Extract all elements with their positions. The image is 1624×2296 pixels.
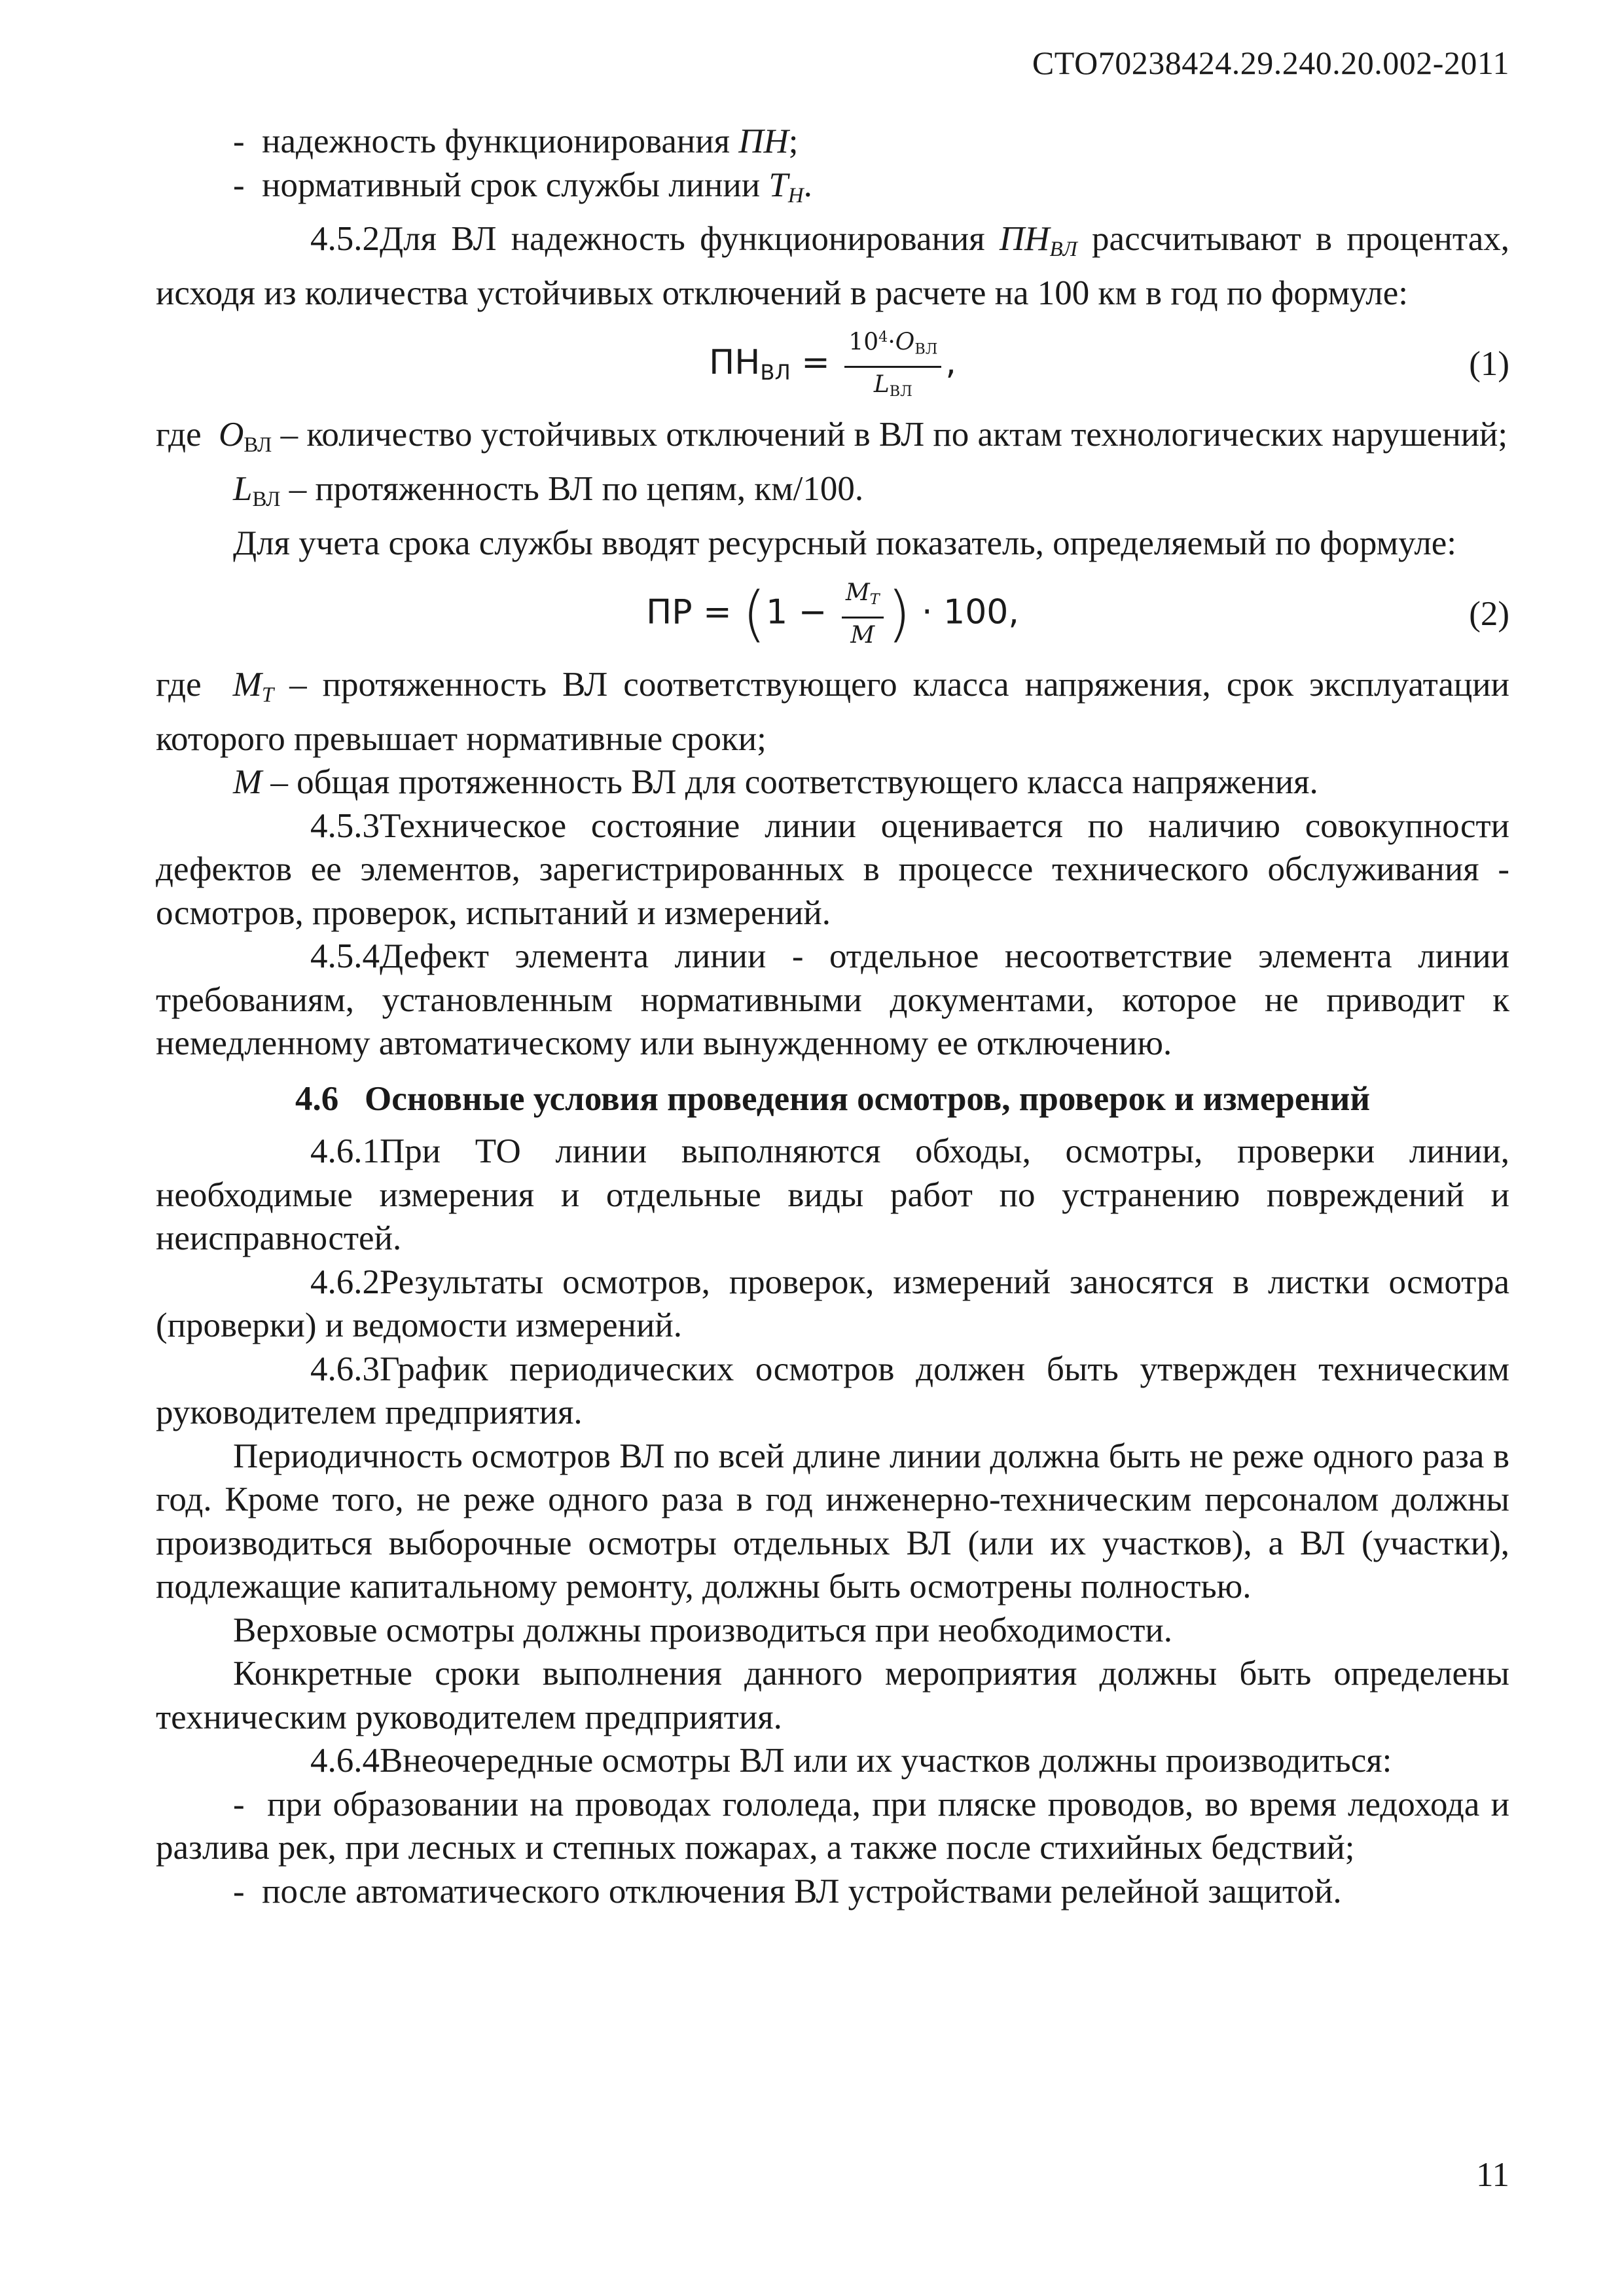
definition-l-vl — [156, 467, 1509, 522]
clause-number: 4.6.2 — [310, 1263, 380, 1301]
paragraph-text: При ТО линии выполняются обходы, осмотры, проверки линии, необходимые измерения и отдельные виды работ по устранению повреждений и неисправностей. — [156, 1132, 1509, 1258]
bullet-dash: - — [233, 166, 245, 204]
num-symbol: O — [895, 328, 915, 355]
clause-number: 4.5.4 — [310, 937, 380, 976]
bullet-dash: - — [233, 1785, 245, 1823]
bullet-text: при образовании на проводах гололеда, при пляске проводов, во время ледохода и разлива рек, при лесных и степных пожарах, а также после стихийных бедствий; — [156, 1785, 1509, 1867]
section-number: 4.6 — [295, 1079, 339, 1118]
bullet-reliability — [156, 120, 1509, 164]
formula-minus: − — [798, 592, 827, 632]
num-symbol: M — [845, 579, 870, 606]
right-paren: ) — [887, 579, 911, 649]
clause-number: 4.5.2 — [310, 220, 380, 259]
def-symbol: O — [219, 416, 244, 454]
equation-number-2: (2) — [1469, 595, 1509, 633]
clause-number: 4.5.3 — [310, 806, 380, 845]
formula-equals: = — [703, 592, 732, 632]
num-exponent: 4 — [878, 328, 888, 346]
paragraph-4-5-3 — [156, 804, 1509, 935]
fraction-denominator — [870, 368, 916, 406]
fraction-numerator — [844, 323, 941, 368]
symbol-t: T — [768, 166, 788, 204]
def-symbol: M — [232, 666, 262, 704]
paragraph-text: Внеочередные осмотры ВЛ или их участков должны производиться: — [380, 1742, 1392, 1780]
left-paren: ( — [742, 579, 767, 649]
def-symbol: M — [233, 763, 262, 802]
def-text: – протяженность ВЛ по цепям, км/100. — [280, 470, 864, 509]
paragraph-specific-terms: Конкретные сроки выполнения данного мероприятия должны быть определены техническим руководителем предприятия. — [156, 1655, 1509, 1736]
clause-number: 4.6.1 — [310, 1132, 380, 1171]
paragraph-text: Результаты осмотров, проверок, измерений заносятся в листки осмотра (проверки) и ведомости измерений. — [156, 1263, 1509, 1345]
equation-number-1: (1) — [1469, 345, 1509, 384]
def-prefix: где — [156, 666, 217, 704]
def-symbol-sub: ВЛ — [244, 433, 272, 457]
definition-m — [156, 761, 1509, 804]
formula-equals: = — [801, 342, 830, 382]
formula-1 — [156, 315, 1509, 413]
def-text: – общая протяженность ВЛ для соответствующего класса напряжения. — [262, 763, 1318, 802]
formula-tail: , — [945, 342, 956, 382]
paragraph-upper-inspections: Верховые осмотры должны производиться при необходимости. — [233, 1611, 1173, 1649]
paragraph-periodicity: Периодичность осмотров ВЛ по всей длине линии должна быть не реже одного раза в год. Кроме того, не реже одного раза в год инженерно-техническим персоналом должны производиться выборочные осмотры отдельных ВЛ (или их участков), а ВЛ (участки), подлежащие капитальному ремонту, должны быть осмотрены полностью. — [156, 1437, 1509, 1606]
section-heading-4-6 — [156, 1077, 1509, 1121]
formula-2 — [156, 565, 1509, 663]
bullet-auto-trip — [156, 1870, 1509, 1914]
bullet-end: . — [803, 166, 812, 204]
formula-tail: · 100, — [922, 592, 1019, 632]
bullet-text: нормативный срок службы линии — [262, 166, 769, 204]
def-text: – количество устойчивых отключений в ВЛ по актам технологических нарушений; — [272, 416, 1508, 454]
den-sub: ВЛ — [889, 383, 912, 401]
formula-1-body — [709, 323, 956, 406]
def-text: – протяженность ВЛ соответствующего класса напряжения, срок эксплуатации которого превышает нормативные сроки; — [156, 666, 1510, 758]
paragraph-text: Дефект элемента линии - отдельное несоответствие элемента линии требованиям, установленным нормативными документами, которое не приводит к немедленному автоматическому или вынужденному ее отключению. — [156, 937, 1509, 1063]
fraction-numerator — [842, 579, 884, 619]
paragraph-4-5-2 — [156, 217, 1509, 315]
bullet-text: надежность функционирования — [262, 122, 739, 160]
formula-lhs: ПР — [646, 592, 693, 632]
section-title: Основные условия проведения осмотров, проверок и измерений — [364, 1079, 1371, 1118]
bullet-service-life — [156, 164, 1509, 218]
paragraph-4-6-2 — [156, 1261, 1509, 1348]
fraction-denominator — [846, 619, 878, 650]
definition-m-t — [156, 663, 1509, 761]
symbol-t-sub: Н — [787, 183, 804, 207]
document-code: СТО70238424.29.240.20.002-2011 — [1032, 45, 1509, 81]
bullet-icing — [156, 1783, 1509, 1870]
paragraph-text: Техническое состояние линии оценивается по наличию совокупности дефектов ее элементов, зарегистрированных в процессе технического обслуживания - осмотров, проверок, испытаний и измерений. — [156, 806, 1509, 932]
clause-number: 4.6.3 — [310, 1350, 380, 1388]
bullet-dash: - — [233, 1872, 245, 1910]
formula-one: 1 — [766, 592, 788, 632]
paragraph-text: График периодических осмотров должен быть утвержден техническим руководителем предприятия. — [156, 1350, 1509, 1432]
bullet-dash: - — [233, 122, 245, 160]
def-symbol-sub: T — [261, 683, 274, 708]
formula-lhs: ПН — [709, 342, 761, 382]
formula-fraction — [844, 323, 941, 406]
num-sub: T — [869, 590, 880, 608]
num-base: 10 — [848, 328, 879, 355]
paragraph-4-6-4 — [156, 1739, 1509, 1783]
symbol-sub: ВЛ — [1049, 238, 1077, 262]
den-symbol: M — [850, 621, 875, 649]
paragraph-text: рассчитывают в процентах, исходя из количества устойчивых отключений в расчете на 100 км в год по формуле: — [156, 220, 1509, 312]
page-content — [156, 120, 1509, 1913]
paragraph-text: Для ВЛ надежность функционирования — [380, 220, 1000, 259]
paragraph-4-5-4 — [156, 935, 1509, 1066]
def-symbol-sub: ВЛ — [252, 488, 281, 512]
def-symbol: L — [233, 470, 253, 509]
paragraph-resource-indicator: Для учета срока службы вводят ресурсный показатель, определяемый по формуле: — [233, 524, 1457, 562]
formula-fraction — [842, 579, 884, 650]
def-prefix: где — [156, 416, 210, 454]
bullet-end: ; — [788, 122, 799, 160]
definition-o-vl — [156, 413, 1509, 467]
formula-2-body — [646, 579, 1019, 650]
formula-lhs-sub: ВЛ — [760, 359, 791, 385]
den-symbol: L — [873, 371, 890, 398]
paragraph-4-6-1 — [156, 1130, 1509, 1261]
paragraph-4-6-3 — [156, 1348, 1509, 1435]
num-sub: ВЛ — [914, 340, 938, 357]
page-number: 11 — [1475, 2156, 1509, 2194]
symbol-pn: ПН — [738, 122, 789, 160]
bullet-text: после автоматического отключения ВЛ устройствами релейной защитой. — [262, 1872, 1342, 1910]
symbol-pn-vl: ПН — [999, 220, 1050, 259]
clause-number: 4.6.4 — [310, 1742, 380, 1780]
num-dot: · — [888, 328, 895, 355]
